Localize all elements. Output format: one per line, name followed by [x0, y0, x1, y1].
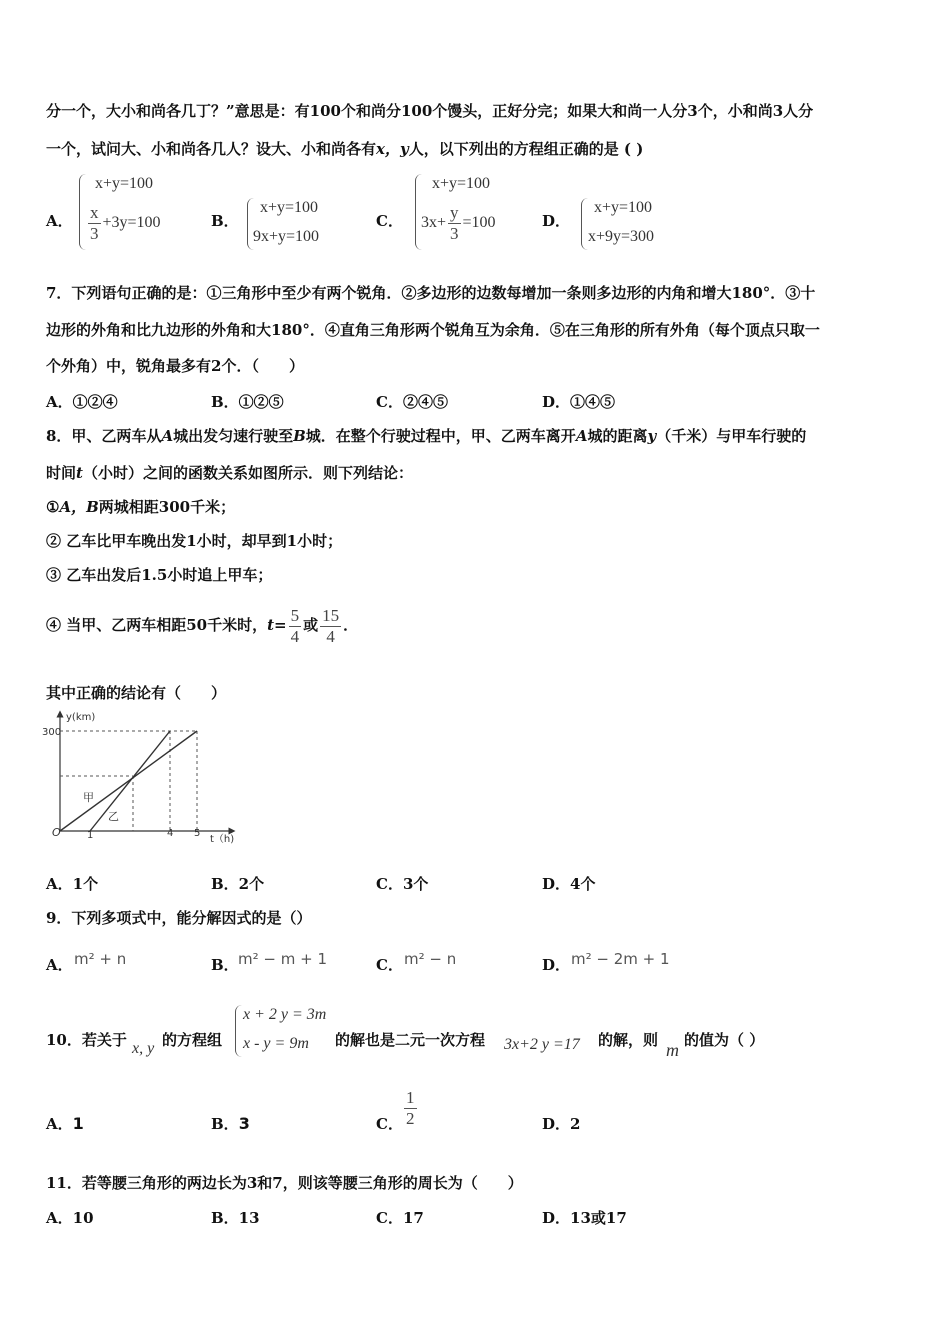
q11-option-d: D．13或17 [542, 1209, 627, 1227]
q8-s4-f1-den: 4 [290, 626, 300, 646]
q8-option-d: D．4个 [542, 875, 596, 893]
q6-option-a-brace [79, 174, 86, 250]
q6-line-2-text: 一个，试问大、小和尚各几人？设大、小和尚各有 [46, 140, 377, 158]
q8-l1-y: y [647, 427, 657, 445]
q6-option-c-eq2 [421, 203, 496, 244]
q8-l2-t: t [76, 464, 83, 482]
q7-line-3: 个外角）中，锐角最多有2个．（ ） [46, 357, 304, 375]
q8-question: 其中正确的结论有（ ） [46, 684, 227, 702]
q7-option-d: D．①④⑤ [542, 393, 616, 411]
q6-option-d-eq2: x+9y=300 [588, 228, 655, 245]
x-tick-1: 1 [87, 830, 94, 841]
q11-option-b: B．13 [211, 1209, 260, 1227]
q8-statement-4 [46, 603, 358, 647]
q8-l2-b: （小时）之间的函数关系如图所示．则下列结论： [82, 464, 413, 482]
q10-eq3: 3x+2 y =17 [504, 1036, 580, 1053]
q6-option-d-label: D． [542, 212, 571, 230]
q10-b-value: 3 [238, 1114, 250, 1133]
q6-option-d-brace [581, 198, 588, 250]
y-tick-300: 300 [42, 727, 62, 738]
q11-option-a: A．10 [46, 1209, 94, 1227]
q8-statement-1 [46, 497, 235, 517]
q6-c-eq2-pre: 3x+ [421, 214, 447, 232]
x-tick-4: 4 [167, 828, 174, 839]
q10-d-label: D． [542, 1115, 571, 1133]
q9-option-a-expr: m² + n [74, 950, 127, 968]
y-axis-label: y(km) [66, 712, 96, 723]
q10-mid2: 的解也是二元一次方程 [335, 1031, 486, 1049]
q8-l1-A: A [161, 427, 174, 445]
q8-s4-t: t= [267, 616, 287, 634]
q8-option-a: A．1个 [46, 875, 99, 893]
q10-brace [235, 1005, 242, 1057]
q9-option-b-label: B． [211, 956, 239, 974]
q10-c-num: 1 [406, 1088, 415, 1107]
q8-s1-pre: ① [46, 498, 60, 516]
q10-b-label: B． [211, 1115, 239, 1133]
q8-statement-3: ③ 乙车出发后1.5小时追上甲车； [46, 566, 273, 584]
q8-s4-f2-den: 4 [326, 626, 335, 646]
q8-s1-rest: 两城相距300千米； [98, 498, 236, 516]
q6-a-frac-den: 3 [90, 224, 99, 243]
q6-option-c-eq1: x+y=100 [432, 175, 491, 192]
q6-option-a-label: A． [46, 212, 73, 230]
q10-a-value: 1 [72, 1114, 84, 1133]
q8-l2-a: 时间 [46, 464, 77, 482]
q8-s4-f2-num: 15 [322, 605, 340, 625]
q8-l1-b: 城出发匀速行驶至 [173, 427, 294, 445]
q7-option-a: A．①②④ [46, 393, 118, 411]
q9-option-c-label: C． [376, 956, 403, 974]
label-jia: 甲 [83, 791, 94, 804]
q6-a-eq2-rest: +3y=100 [102, 214, 161, 232]
q8-l1-e: （千米）与甲车行驶的 [656, 427, 807, 445]
q8-line-1 [46, 426, 806, 446]
q10-c-den: 2 [406, 1109, 415, 1128]
q6-line-1: 分一个，大小和尚各几丁？”意思是：有100个和尚分100个馒头，正好分完；如果大和尚一人分3个，小和尚3人分 [46, 102, 814, 120]
q8-option-c: C．3个 [376, 875, 429, 893]
q6-c-eq2-rest: =100 [462, 214, 496, 232]
q10-a-label: A． [46, 1115, 73, 1133]
q10-option-a [46, 1114, 84, 1134]
q10-d-value: 2 [570, 1115, 581, 1133]
q6-option-b-label: B． [211, 212, 239, 230]
q6-line-2-end: 人，以下列出的方程组正确的是 ( ) [408, 140, 644, 158]
q9-option-d-expr: m² − 2m + 1 [571, 950, 670, 968]
q8-s4-f1-num: 5 [290, 605, 300, 625]
line-yi [90, 731, 170, 831]
q6-option-d-eq1: x+y=100 [594, 199, 653, 216]
q8-l1-B: B [293, 427, 306, 445]
q6-c-frac-den: 3 [450, 224, 459, 243]
q8-line-2 [46, 463, 413, 483]
q9-option-c-expr: m² − n [404, 950, 457, 968]
q8-l1-d: 城的距离 [587, 427, 648, 445]
q8-l1-A2: A [575, 427, 588, 445]
q6-option-b-eq1: x+y=100 [260, 199, 319, 216]
x-axis-label: t（h) [210, 834, 235, 845]
q7-option-b: B．①②⑤ [211, 393, 284, 411]
q8-s4-pre: ④ 当甲、乙两车相距50千米时， [46, 616, 268, 634]
q10-end: 的值为（ ） [684, 1031, 765, 1049]
q6-option-a-eq1: x+y=100 [95, 175, 154, 192]
q9-option-a-label: A． [46, 956, 73, 974]
q10-option-d [542, 1114, 580, 1134]
line-jia [60, 731, 197, 831]
origin-label: O [52, 826, 61, 839]
q6-vars: x，y [376, 140, 409, 158]
q7-option-c: C．②④⑤ [376, 393, 448, 411]
q7-line-2: 边形的外角和比九边形的外角和大180°．④直角三角形两个锐角互为余角．⑤在三角形的所有外角（每个顶点只取一 [46, 321, 820, 339]
x-tick-5: 5 [194, 828, 201, 839]
q8-l1-c: 城．在整个行驶过程中，甲、乙两车离开 [305, 427, 576, 445]
q10-eq2: x - y = 9m [243, 1035, 309, 1052]
q6-option-c-label: C． [376, 212, 403, 230]
q6-option-a-eq2 [86, 203, 161, 244]
q11-option-c: C．17 [376, 1209, 424, 1227]
q9-option-d-label: D． [542, 956, 571, 974]
q10-option-b [211, 1114, 250, 1134]
q10-eq1: x + 2 y = 3m [243, 1006, 327, 1023]
q10-mid: 的方程组 [162, 1031, 223, 1049]
q8-l1-a: 8．甲、乙两车从 [46, 427, 162, 445]
q10-vars: x, y [132, 1040, 155, 1057]
q6-line-2 [46, 139, 643, 159]
q8-s1-ab: A，B [59, 498, 99, 516]
q7-line-1: 7．下列语句正确的是：①三角形中至少有两个锐角．②多边形的边数每增加一条则多边形的内角和增大180°．③十 [46, 284, 816, 302]
q8-statement-2: ② 乙车比甲车晚出发1小时，却早到1小时； [46, 532, 343, 550]
label-yi: 乙 [108, 810, 119, 823]
q9-option-b-expr: m² − m + 1 [238, 950, 327, 968]
q10-mid3: 的解，则 [598, 1031, 659, 1049]
q8-s4-end: ． [343, 616, 359, 634]
q6-c-frac-num: y [450, 203, 459, 222]
q11-stem: 11．若等腰三角形的两边长为3和7，则该等腰三角形的周长为（ ） [46, 1174, 523, 1192]
q6-a-frac-num: x [90, 203, 99, 222]
q6-option-b-eq2: 9x+y=100 [253, 228, 320, 245]
q10-pre: 10．若关于 [46, 1031, 127, 1049]
q9-stem: 9．下列多项式中，能分解因式的是（） [46, 909, 312, 927]
q8-s4-or: 或 [303, 616, 319, 634]
q8-option-b: B．2个 [211, 875, 265, 893]
q10-option-c-frac [404, 1088, 417, 1129]
distance-time-graph [40, 708, 245, 848]
q10-m: m [666, 1040, 679, 1060]
q10-option-c-label: C． [376, 1115, 403, 1133]
